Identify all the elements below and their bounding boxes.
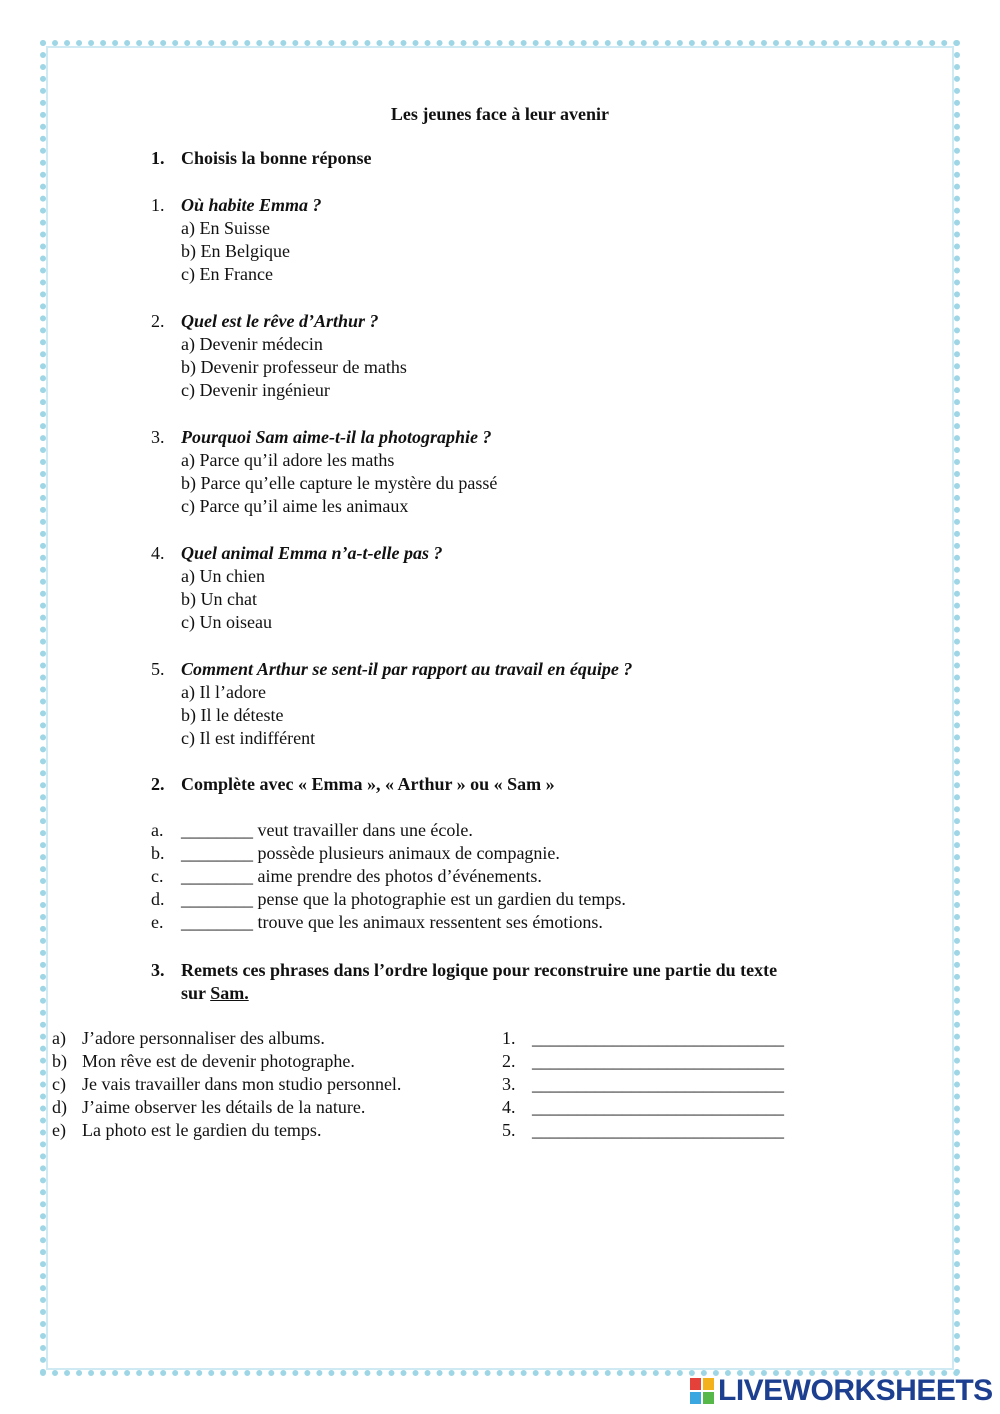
sentence-label: a) [52, 1028, 66, 1048]
answer-blank[interactable]: ________ [181, 912, 253, 932]
sentence-label: b) [52, 1051, 67, 1071]
answer-blank[interactable]: ________ [181, 843, 253, 863]
item-label: c. [151, 866, 164, 886]
item-label: e. [151, 912, 164, 932]
answer-option: c) Il est indifférent [181, 728, 316, 748]
logo-text: LIVEWORKSHEETS [718, 1374, 993, 1407]
item-text: possède plusieurs animaux de compagnie. [253, 843, 560, 863]
item-text: aime prendre des photos d’événements. [253, 866, 542, 886]
answer-number: 2. [502, 1051, 516, 1071]
sentence-label: e) [52, 1120, 66, 1140]
badge-square [690, 1392, 701, 1404]
badge-square [703, 1392, 714, 1404]
answer-blank[interactable]: ________ [181, 866, 253, 886]
sentence-label: d) [52, 1097, 67, 1117]
answer-option: b) En Belgique [181, 241, 290, 261]
answer-option: c) En France [181, 264, 273, 284]
answer-option: a) Devenir médecin [181, 334, 323, 354]
sentence-text: Mon rêve est de devenir photographe. [82, 1051, 355, 1071]
answer-option: c) Parce qu’il aime les animaux [181, 496, 409, 516]
section-number: 3. [151, 960, 165, 980]
section-2-heading [151, 774, 851, 798]
answer-option: a) Il l’adore [181, 682, 266, 702]
answer-number: 4. [502, 1097, 516, 1117]
section-title: Choisis la bonne réponse [181, 148, 372, 168]
answer-number: 3. [502, 1074, 516, 1094]
sentence-label: c) [52, 1074, 66, 1094]
answer-blank[interactable]: ____________________________ [532, 1028, 784, 1048]
item-text: pense que la photographie est un gardien du temps. [253, 889, 626, 909]
question-number: 2. [151, 311, 165, 331]
page-border [40, 40, 960, 1376]
answer-option: c) Devenir ingénieur [181, 380, 330, 400]
answer-option: b) Un chat [181, 589, 257, 609]
badge-square [690, 1378, 701, 1390]
sentence-text: J’aime observer les détails de la nature. [82, 1097, 366, 1117]
badge-square [703, 1378, 714, 1390]
question-number: 3. [151, 427, 165, 447]
answer-blank[interactable]: ____________________________ [532, 1097, 784, 1117]
section-number: 2. [151, 774, 165, 794]
answer-option: a) En Suisse [181, 218, 270, 238]
question-text: Comment Arthur se sent-il par rapport au travail en équipe ? [181, 659, 633, 679]
sentence-text: J’adore personnaliser des albums. [82, 1028, 325, 1048]
section-number: 1. [151, 148, 165, 168]
answer-option: b) Devenir professeur de maths [181, 357, 407, 377]
answer-blank[interactable]: ____________________________ [532, 1120, 784, 1140]
document-title: Les jeunes face à leur avenir [390, 104, 610, 124]
title-prefix: sur [181, 983, 211, 1003]
section-3-heading [151, 960, 871, 1008]
section-title: Complète avec « Emma », « Arthur » ou « Sam » [181, 774, 555, 794]
question-number: 1. [151, 195, 165, 215]
answer-option: c) Un oiseau [181, 612, 272, 632]
section-title-line-2 [181, 983, 249, 1004]
answer-option: a) Un chien [181, 566, 265, 586]
answer-option: b) Il le déteste [181, 705, 284, 725]
answer-number: 1. [502, 1028, 516, 1048]
title-underlined: Sam. [210, 983, 249, 1003]
liveworksheets-logo [690, 1374, 993, 1408]
question-text: Où habite Emma ? [181, 195, 322, 215]
item-text: trouve que les animaux ressentent ses émotions. [253, 912, 603, 932]
sentence-text: La photo est le gardien du temps. [82, 1120, 322, 1140]
item-label: b. [151, 843, 165, 863]
answer-option: b) Parce qu’elle capture le mystère du passé [181, 473, 498, 493]
logo-badge-icon [690, 1378, 714, 1404]
section-1-heading [151, 148, 851, 172]
question-number: 5. [151, 659, 165, 679]
item-label: a. [151, 820, 164, 840]
answer-blank[interactable]: ________ [181, 889, 253, 909]
answer-blank[interactable]: ____________________________ [532, 1074, 784, 1094]
answer-option: a) Parce qu’il adore les maths [181, 450, 395, 470]
section-title-line-1: Remets ces phrases dans l’ordre logique pour reconstruire une partie du texte [181, 960, 778, 980]
item-label: d. [151, 889, 165, 909]
item-text: veut travailler dans une école. [253, 820, 473, 840]
question-text: Quel est le rêve d’Arthur ? [181, 311, 379, 331]
answer-number: 5. [502, 1120, 516, 1140]
question-text: Quel animal Emma n’a-t-elle pas ? [181, 543, 443, 563]
answer-blank[interactable]: ________ [181, 820, 253, 840]
sentence-text: Je vais travailler dans mon studio personnel. [82, 1074, 402, 1094]
answer-blank[interactable]: ____________________________ [532, 1051, 784, 1071]
question-number: 4. [151, 543, 165, 563]
question-text: Pourquoi Sam aime-t-il la photographie ? [181, 427, 492, 447]
